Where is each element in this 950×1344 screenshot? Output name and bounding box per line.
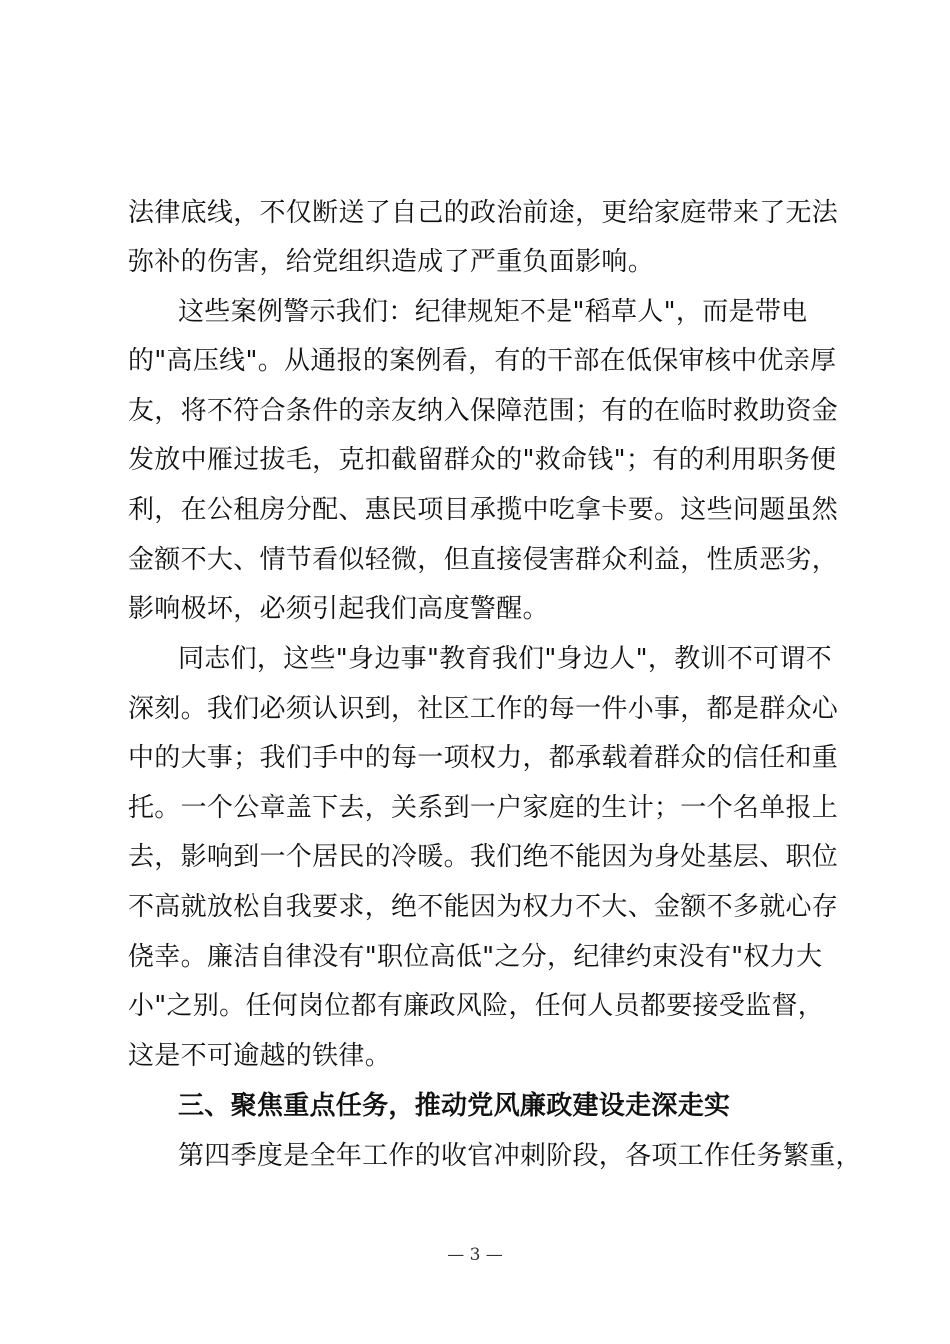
- paragraph-start-line: 同志们，这些"身边事"教育我们"身边人"，教训不可谓不: [178, 644, 832, 674]
- body-text-line: 中的大事；我们手中的每一项权力，都承载着群众的信任和重: [128, 743, 839, 773]
- body-text-line: 这是不可逾越的铁律。: [128, 1041, 392, 1071]
- body-text-line: 弥补的伤害，给党组织造成了严重负面影响。: [128, 247, 655, 277]
- body-text-line: 的"高压线"。从通报的案例看，有的干部在低保审核中优亲厚: [128, 346, 837, 376]
- paragraph-start-line: 第四季度是全年工作的收官冲刺阶段，各项工作任务繁重，: [178, 1141, 862, 1171]
- body-text-line: 影响极坏，必须引起我们高度警醒。: [128, 594, 549, 624]
- body-text-line: 法律底线，不仅断送了自己的政治前途，更给家庭带来了无法: [128, 198, 839, 228]
- section-heading: 三、聚焦重点任务，推动党风廉政建设走深走实: [178, 1091, 731, 1121]
- body-text-line: 发放中雁过拔毛，克扣截留群众的"救命钱"；有的利用职务便: [128, 445, 837, 475]
- body-text-line: 托。一个公章盖下去，关系到一户家庭的生计；一个名单报上: [128, 793, 839, 823]
- body-text-line: 利，在公租房分配、惠民项目承揽中吃拿卡要。这些问题虽然: [128, 495, 839, 525]
- body-text-line: 深刻。我们必须认识到，社区工作的每一件小事，都是群众心: [128, 694, 839, 724]
- body-text-line: 友，将不符合条件的亲友纳入保障范围；有的在临时救助资金: [128, 396, 839, 426]
- paragraph-start-line: 这些案例警示我们：纪律规矩不是"稻草人"，而是带电: [178, 297, 808, 327]
- body-text-line: 侥幸。廉洁自律没有"职位高低"之分，纪律约束没有"权力大: [128, 942, 823, 972]
- body-text-line: 不高就放松自我要求，绝不能因为权力不大、金额不多就心存: [128, 892, 839, 922]
- body-text-line: 金额不大、情节看似轻微，但直接侵害群众利益，性质恶劣，: [128, 545, 839, 575]
- page-number: — 3 —: [447, 1245, 503, 1265]
- body-text-line: 去，影响到一个居民的冷暖。我们绝不能因为身处基层、职位: [128, 842, 839, 872]
- body-text-line: 小"之别。任何岗位都有廉政风险，任何人员都要接受监督，: [128, 991, 825, 1021]
